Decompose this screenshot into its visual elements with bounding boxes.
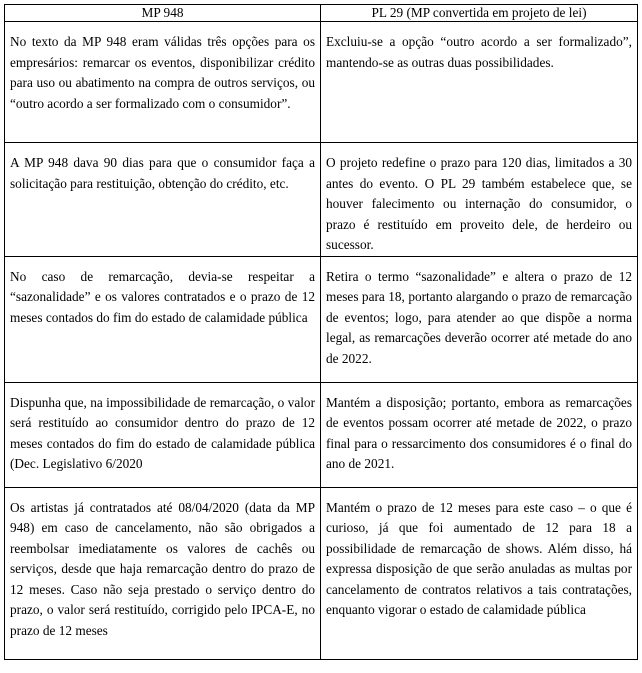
table-row: [5, 143, 638, 257]
cell-mp948: No texto da MP 948 eram válidas três opções para os empresários: remarcar os eventos, disponibilizar crédito para uso ou abatimento na compra de outros serviços, ou “outro acordo a ser formalizado com o consumidor”.: [5, 22, 321, 143]
cell-mp948: Os artistas já contratados até 08/04/2020 (data da MP 948) em caso de cancelamento, não são obrigados a reembolsar imediatamente os valores de cachês ou serviços, desde que haja remarcação dentro do prazo de 12 meses. Caso não seja prestado o serviço dentro do prazo, o valor será restituído, corrigido pelo IPCA-E, no prazo de 12 meses: [5, 487, 321, 659]
column-header-mp948: MP 948: [5, 5, 321, 22]
cell-mp948: A MP 948 dava 90 dias para que o consumidor faça a solicitação para restituição, obtenção do crédito, etc.: [5, 143, 321, 257]
document: [4, 4, 637, 660]
cell-pl29: O projeto redefine o prazo para 120 dias, limitados a 30 antes do evento. O PL 29 também estabelece que, se houver falecimento ou internação do consumidor, o prazo é restituído em proveito dele, de herdeiro ou sucessor.: [321, 143, 638, 257]
comparison-table: [4, 4, 638, 660]
cell-mp948: Dispunha que, na impossibilidade de remarcação, o valor será restituído ao consumidor dentro do prazo de 12 meses contados do fim do estado de calamidade pública (Dec. Legislativo 6/2020: [5, 382, 321, 487]
table-row: [5, 256, 638, 382]
table-row: [5, 22, 638, 143]
cell-pl29: Mantém a disposição; portanto, embora as remarcações de eventos possam ocorrer até metade de 2022, o prazo final para o ressarcimento dos consumidores é o final do ano de 2021.: [321, 382, 638, 487]
table-row: [5, 487, 638, 659]
cell-mp948: No caso de remarcação, devia-se respeitar a “sazonalidade” e os valores contratados e o prazo de 12 meses contados do fim do estado de calamidade pública: [5, 256, 321, 382]
cell-pl29: Retira o termo “sazonalidade” e altera o prazo de 12 meses para 18, portanto alargando o prazo de remarcação de eventos; logo, para atender ao que dispõe a norma legal, as remarcações deverão ocorrer até metade do ano de 2022.: [321, 256, 638, 382]
column-header-pl29: PL 29 (MP convertida em projeto de lei): [321, 5, 638, 22]
table-row: [5, 382, 638, 487]
header-row: [5, 5, 638, 22]
cell-pl29: Mantém o prazo de 12 meses para este caso – o que é curioso, já que foi aumentado de 12 para 18 a possibilidade de remarcação de shows. Além disso, há expressa disposição de que serão anuladas as multas por cancelamento de contratos relativos a tais contratações, enquanto vigorar o estado de calamidade pública: [321, 487, 638, 659]
cell-pl29: Excluiu-se a opção “outro acordo a ser formalizado”, mantendo-se as outras duas possibilidades.: [321, 22, 638, 143]
